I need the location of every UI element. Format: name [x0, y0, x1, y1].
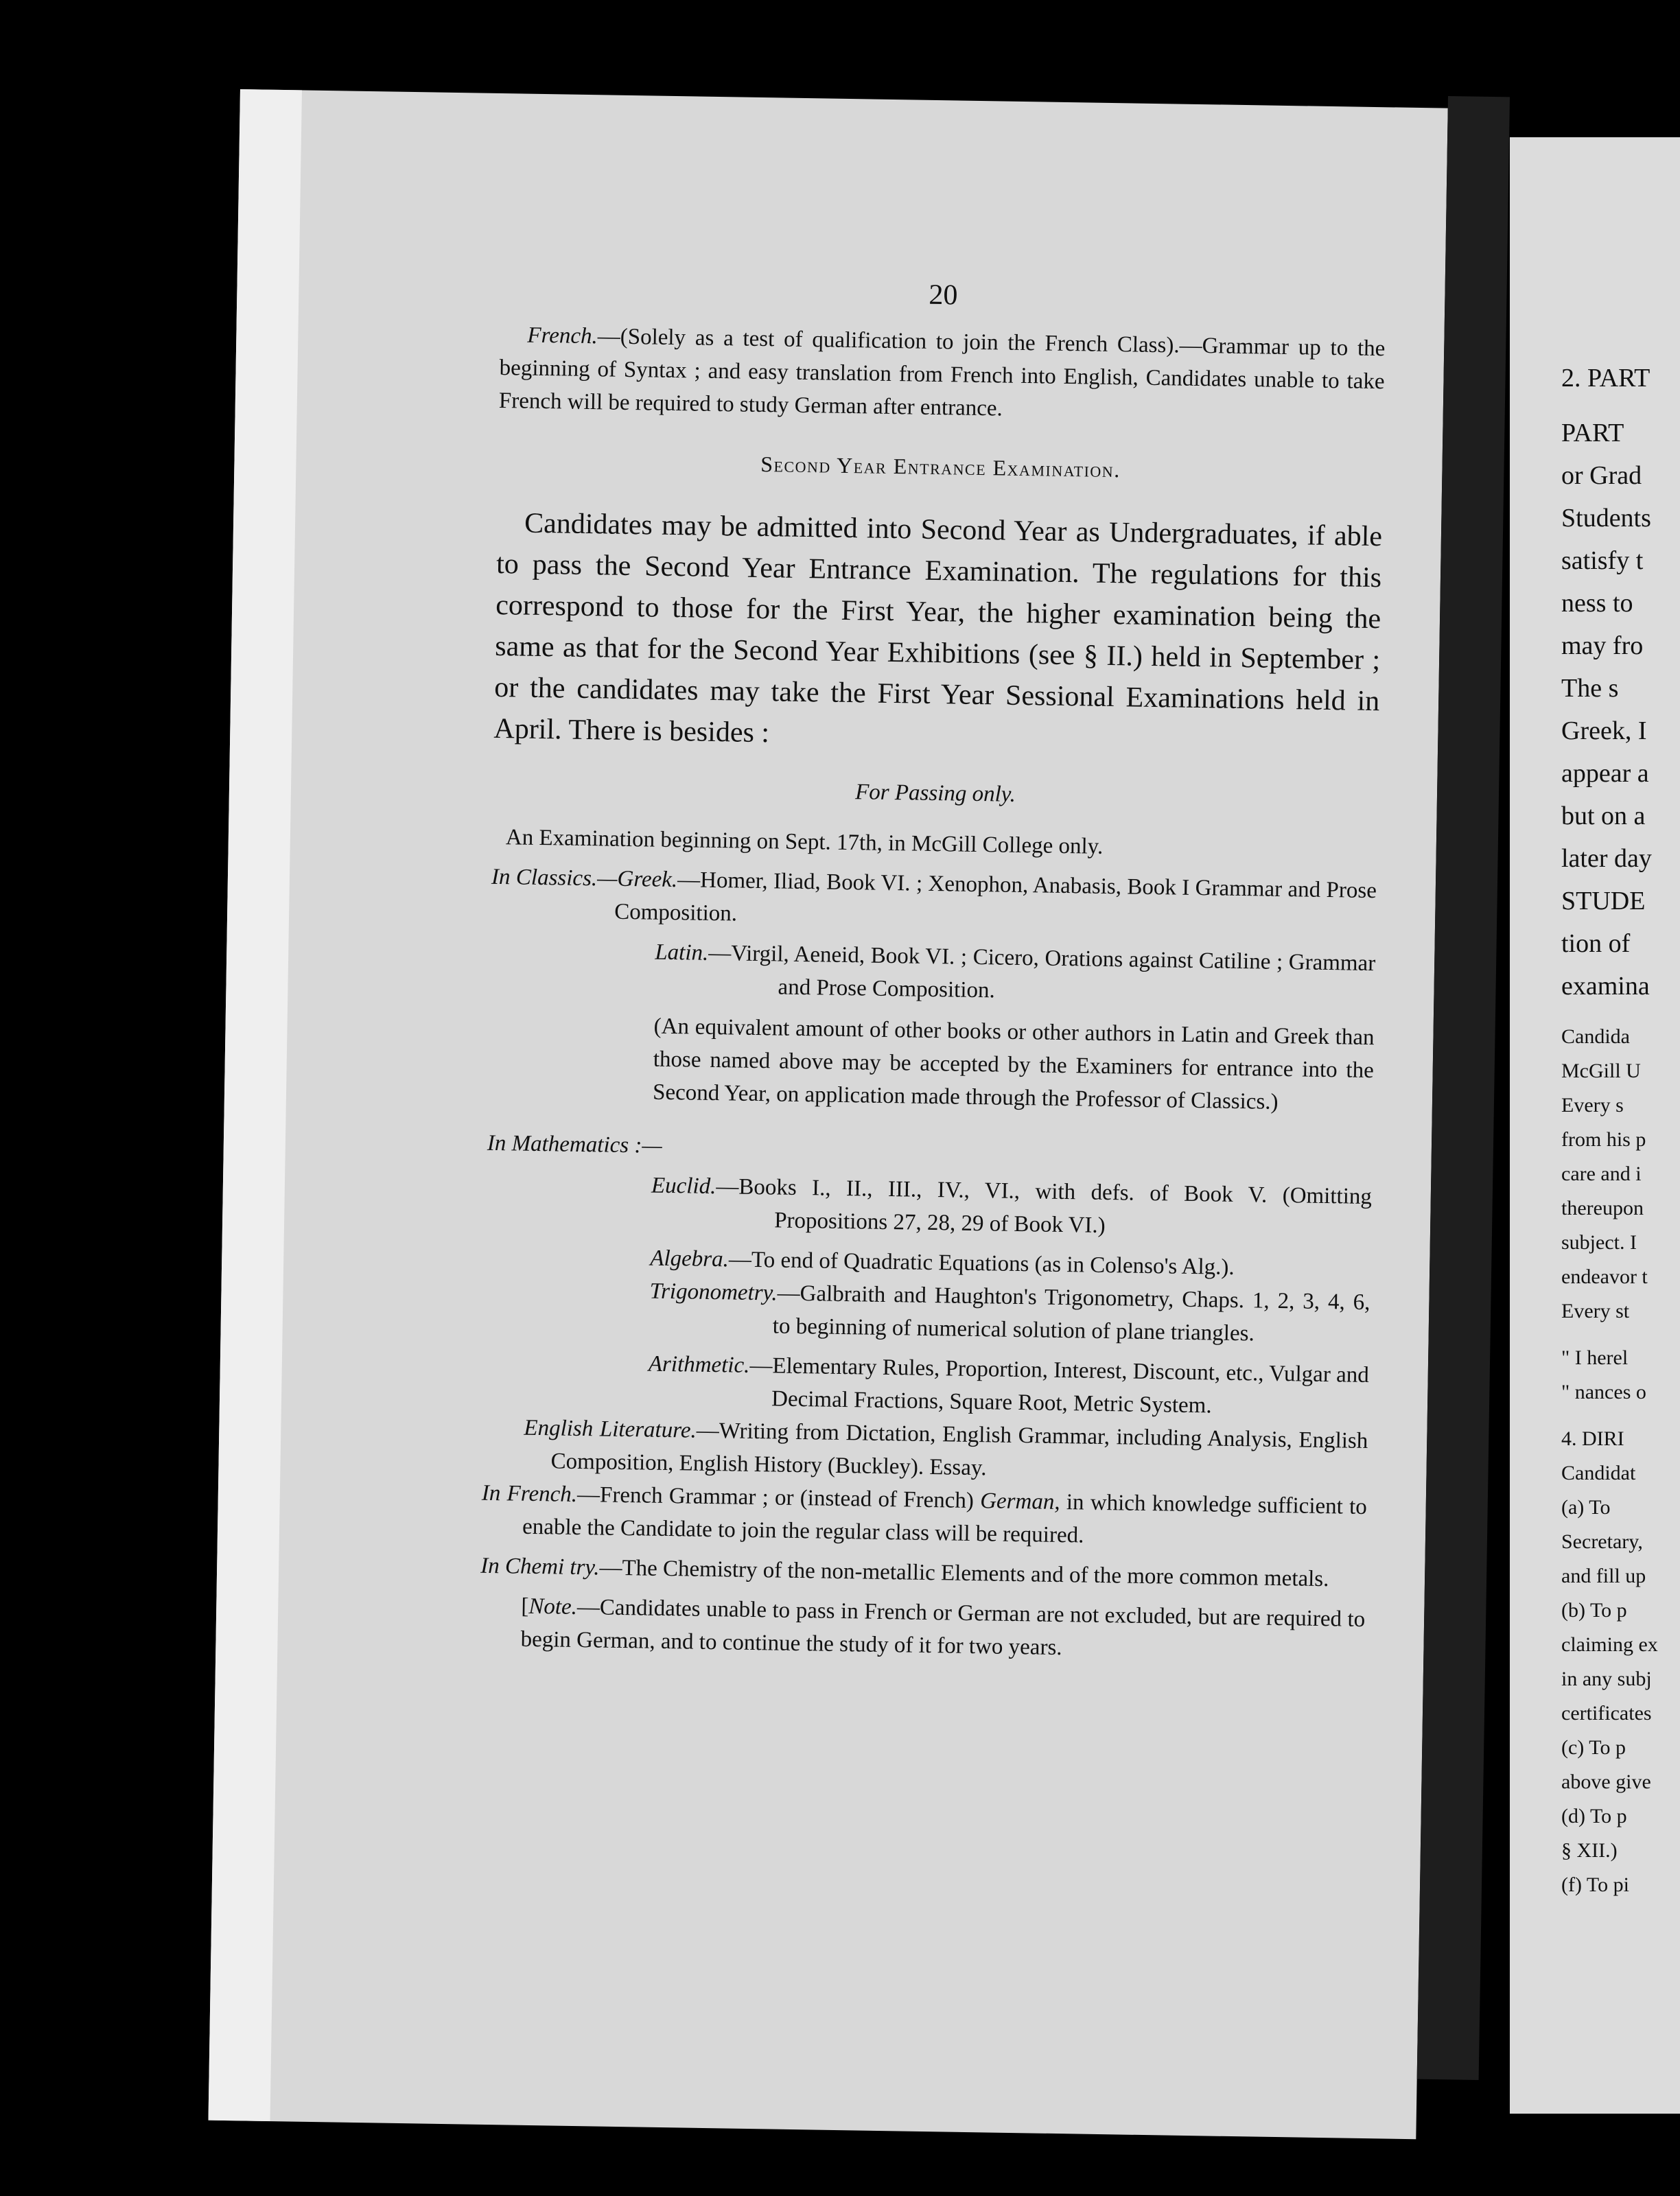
- right-small-line: Candidat: [1561, 1462, 1636, 1484]
- mathematics-label: In Mathematics :—: [487, 1130, 663, 1158]
- right-small-line: thereupon: [1561, 1197, 1644, 1219]
- arithmetic-label: Arithmetic.: [648, 1351, 750, 1378]
- equivalent-note: (An equivalent amount of other books or other authors in Latin and Greek than those named above may be accepted by the Examiners for entrance into the Second Year, on application made through the Professor of Classics.): [652, 1014, 1375, 1114]
- classics-label: In Classics.—Greek.: [491, 864, 678, 893]
- classics-greek: [491, 861, 1377, 940]
- right-small-line: 4. DIRI: [1561, 1427, 1624, 1450]
- right-small-line: (f) To pi: [1561, 1873, 1629, 1896]
- right-line: 2. PART: [1561, 364, 1650, 393]
- french2-text-b: in which knowledge sufficient to enable the Candidate to join the regular class will be required.: [522, 1490, 1368, 1548]
- page-number: 20: [929, 279, 958, 312]
- classics-text: —Homer, Iliad, Book VI. ; Xenophon, Anabasis, Book I Grammar and Prose Composition.: [614, 867, 1377, 926]
- trigonometry: [484, 1272, 1370, 1352]
- french2-german: German,: [979, 1488, 1060, 1515]
- right-small-line: claiming ex: [1561, 1633, 1658, 1656]
- right-line: or Grad: [1561, 461, 1642, 490]
- left-page-text: [479, 268, 1386, 1669]
- french2-label: In French.: [481, 1480, 578, 1507]
- euclid: [486, 1167, 1372, 1246]
- right-page-text: [1561, 357, 1680, 1902]
- note-bracket: [: [521, 1593, 529, 1619]
- right-small-line: Secretary,: [1561, 1530, 1643, 1553]
- right-line: later day: [1561, 844, 1652, 873]
- right-small-line: (b) To p: [1561, 1599, 1627, 1622]
- french2-text-a: —French Grammar ; or (instead of French): [576, 1482, 981, 1514]
- latin-text: —Virgil, Aeneid, Book VI. ; Cicero, Orations against Catiline ; Grammar and Prose Composition.: [708, 940, 1376, 1003]
- right-small-line: Candida: [1561, 1025, 1630, 1048]
- right-line: ness to: [1561, 589, 1633, 618]
- right-line: appear a: [1561, 759, 1649, 788]
- note-text: —Candidates unable to pass in French or German are not excluded, but are required to begin German, and to continue the study of it for two years.: [520, 1594, 1366, 1661]
- french-requirement: [499, 318, 1386, 431]
- english-label: English Literature.: [524, 1415, 697, 1443]
- for-passing-heading: For Passing only.: [854, 780, 1016, 807]
- right-small-line: in any subj: [1561, 1668, 1652, 1690]
- right-line: The s: [1561, 674, 1619, 703]
- note-label: Note.: [528, 1593, 578, 1620]
- right-small-line: § XII.): [1561, 1839, 1618, 1862]
- right-line: but on a: [1561, 802, 1646, 830]
- french-german: [481, 1477, 1367, 1556]
- right-small-line: Every s: [1561, 1094, 1624, 1117]
- right-line: PART: [1561, 419, 1624, 447]
- right-line: Students: [1561, 504, 1651, 533]
- chemistry-text: —The Chemistry of the non-metallic Elements and of the more common metals.: [599, 1555, 1329, 1592]
- right-small-line: (a) To: [1561, 1496, 1611, 1519]
- right-small-line: " I herel: [1561, 1346, 1629, 1369]
- right-line: tion of: [1561, 929, 1631, 958]
- euclid-text: —Books I., II., III., IV., VI., with defs. of Book V. (Omitting Propositions 27, 28, 29 of Book VI.): [716, 1174, 1373, 1239]
- right-line: examina: [1561, 972, 1650, 1001]
- right-small-line: from his p: [1561, 1128, 1646, 1151]
- trigonometry-text: —Galbraith and Haughton's Trigonometry, Chaps. 1, 2, 3, 4, 6, to beginning of numerical solution of plane triangles.: [772, 1281, 1370, 1346]
- right-small-line: subject. I: [1561, 1231, 1637, 1254]
- section-heading: Second Year Entrance Examination.: [760, 451, 1121, 482]
- french-text: —(Solely as a test of qualification to join the French Class).—Grammar up to the beginning of Syntax ; and easy translation from French into English, Candidates unable to take French will be required to study German after entrance.: [498, 324, 1386, 421]
- right-line: satisfy t: [1561, 546, 1644, 575]
- right-small-line: endeavor t: [1561, 1265, 1648, 1288]
- latin-label: Latin.: [655, 939, 709, 966]
- french-label: French.: [527, 323, 598, 349]
- lead-paragraph: Candidates may be admitted into Second Year as Undergraduates, if able to pass the Second Year Entrance Examination. The regulations for this correspond to those for the First Year, the higher examination being the same as that for the Second Year Exhibitions (see § II.) held in September ; or the candidates may take the First Year Sessional Examinations held in April. There is besides :: [493, 507, 1383, 749]
- right-small-line: " nances o: [1561, 1381, 1646, 1403]
- exam-line: An Examination beginning on Sept. 17th, in McGill College only.: [505, 825, 1104, 859]
- right-small-line: McGill U: [1561, 1060, 1641, 1082]
- chemistry: [480, 1550, 1366, 1596]
- right-small-line: care and i: [1561, 1163, 1642, 1185]
- euclid-label: Euclid.: [651, 1173, 716, 1200]
- algebra-text: —To end of Quadratic Equations (as in Colenso's Alg.).: [728, 1247, 1235, 1280]
- right-small-line: certificates: [1561, 1702, 1652, 1725]
- arithmetic-text: —Elementary Rules, Proportion, Interest, Discount, etc., Vulgar and Decimal Fractions, Square Root, Metric System.: [749, 1353, 1370, 1418]
- right-line: Greek, I: [1561, 716, 1647, 745]
- classics-latin: [489, 933, 1375, 1013]
- chemistry-label: In Chemi try.: [480, 1553, 600, 1580]
- right-small-line: Every st: [1561, 1300, 1630, 1322]
- algebra-label: Algebra.: [650, 1246, 730, 1272]
- right-line: STUDE: [1561, 887, 1646, 915]
- right-small-line: (c) To p: [1561, 1736, 1626, 1759]
- trigonometry-label: Trigonometry.: [649, 1278, 778, 1306]
- right-small-line: (d) To p: [1561, 1805, 1627, 1827]
- right-line: may fro: [1561, 631, 1644, 660]
- right-small-line: and fill up: [1561, 1565, 1646, 1587]
- english-text: —Writing from Dictation, English Grammar, including Analysis, English Composition, English History (Buckley). Essay.: [550, 1418, 1368, 1481]
- right-small-line: above give: [1561, 1771, 1651, 1793]
- note: [479, 1589, 1365, 1669]
